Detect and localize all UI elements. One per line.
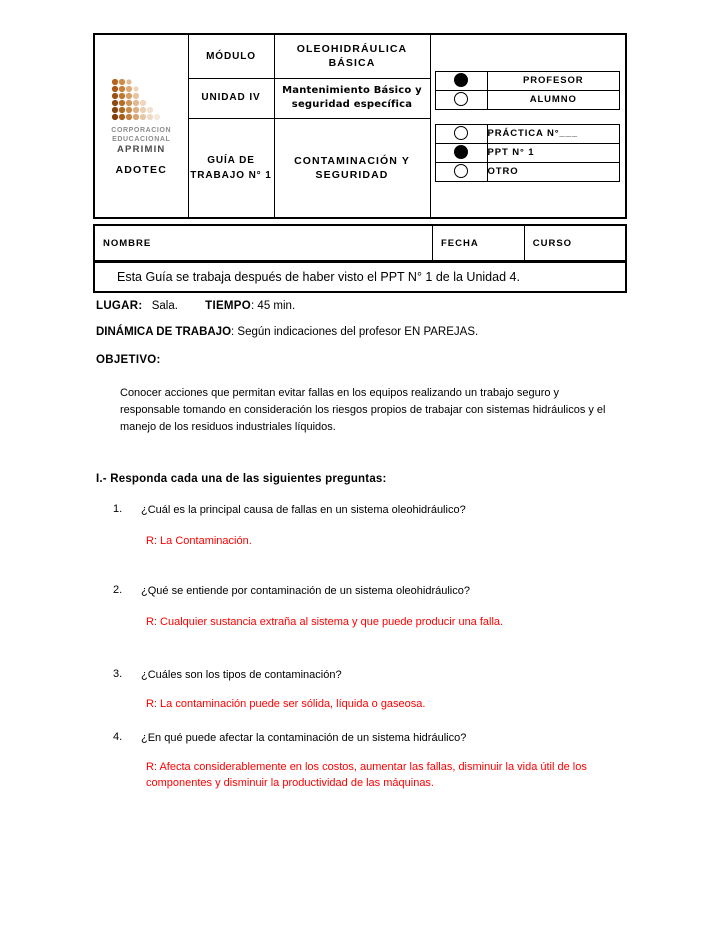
modulo-value: OLEOHIDRÁULICA BÁSICA xyxy=(296,43,408,70)
objetivo-body: Conocer acciones que permitan evitar fallas en los equipos realizando un trabajo seguro y responsable tomando en consideración los riesgos propios de trabajar con sistemas hidráulicos y el manejo de los residuos industriales líquidos. xyxy=(120,387,606,434)
field-fecha[interactable]: FECHA xyxy=(432,225,524,261)
note-table xyxy=(93,261,627,293)
answer-text: R: Cualquier sustancia extraña al sistema y que puede producir una falla. xyxy=(146,615,504,628)
radio-profesor[interactable] xyxy=(435,71,487,90)
radio-empty-icon[interactable] xyxy=(454,126,468,140)
identity-row xyxy=(94,225,626,261)
lugar-tiempo-row xyxy=(96,300,636,312)
guia-label: GUÍA DE TRABAJO N° 1 xyxy=(190,154,272,181)
role-label-profesor: PROFESOR xyxy=(487,71,620,90)
radio-alumno[interactable] xyxy=(435,90,487,109)
field-curso[interactable]: CURSO xyxy=(524,225,626,261)
type-option-table xyxy=(435,124,621,182)
lugar-value: Sala. xyxy=(151,300,178,312)
radio-practica[interactable] xyxy=(435,124,487,143)
logo-line3: APRIMIN xyxy=(116,143,166,155)
tiempo-value: : 45 min. xyxy=(251,300,296,312)
question-number: 3. xyxy=(113,668,123,680)
question-text: ¿Cuál es la principal causa de fallas en un sistema oleohidráulico? xyxy=(141,504,466,516)
panel-gap xyxy=(435,110,621,124)
radio-empty-icon[interactable] xyxy=(454,164,468,178)
logo-line1: CORPORACION xyxy=(111,126,172,134)
question-block-1 xyxy=(113,503,633,549)
field-nombre[interactable]: NOMBRE xyxy=(94,225,432,261)
question-number: 4. xyxy=(113,731,123,743)
type-label-otro: OTRO xyxy=(487,162,620,181)
role-option-table xyxy=(435,71,621,110)
question-block-2 xyxy=(113,584,633,630)
dinamica-row xyxy=(96,326,636,338)
answer-text: R: La contaminación puede ser sólida, líquida o gaseosa. xyxy=(146,697,426,710)
answer-text: R: La Contaminación. xyxy=(146,534,252,547)
radio-filled-icon[interactable] xyxy=(454,73,468,87)
radio-otro[interactable] xyxy=(435,162,487,181)
role-option-row-alumno[interactable] xyxy=(435,90,620,109)
note-text: Esta Guía se trabaja después de haber visto el PPT N° 1 de la Unidad 4. xyxy=(94,262,626,292)
unidad-label: UNIDAD IV xyxy=(201,92,261,104)
guia-value-cell xyxy=(274,118,430,218)
role-label-alumno: ALUMNO xyxy=(487,90,620,109)
question-number: 1. xyxy=(113,503,123,515)
note-row xyxy=(94,262,626,292)
type-label-ppt: PPT N° 1 xyxy=(487,143,620,162)
org-name-adotec: ADOTEC xyxy=(115,164,168,177)
guia-label-cell xyxy=(188,118,274,218)
modulo-value-cell xyxy=(274,34,430,78)
type-option-row-practica[interactable] xyxy=(435,124,620,143)
type-option-row-ppt[interactable] xyxy=(435,143,620,162)
section-title: I.- Responda cada una de las siguientes preguntas: xyxy=(96,473,387,485)
unidad-value-cell xyxy=(274,78,430,118)
question-text: ¿En qué puede afectar la contaminación de un sistema hidráulico? xyxy=(141,732,467,744)
radio-filled-icon[interactable] xyxy=(454,145,468,159)
type-option-row-otro[interactable] xyxy=(435,162,620,181)
dinamica-label: DINÁMICA DE TRABAJO xyxy=(96,326,232,338)
question-text: ¿Qué se entiende por contaminación de un sistema oleohidráulico? xyxy=(141,585,470,597)
modulo-label: MÓDULO xyxy=(206,50,256,62)
lugar-label: LUGAR: xyxy=(96,300,143,312)
modulo-label-cell xyxy=(188,34,274,78)
role-option-row-profesor[interactable] xyxy=(435,71,620,90)
logo-line2: EDUCACIONAL xyxy=(112,135,171,143)
header-info-table xyxy=(93,33,627,219)
logo-cell xyxy=(94,34,188,218)
objetivo-label: OBJETIVO: xyxy=(96,354,161,366)
answer-text: R: Afecta considerablemente en los costos, aumentar las fallas, disminuir la vida útil de los componentes y disminuir la productividad de las máquinas. xyxy=(146,760,587,790)
aprimin-dot-matrix-logo-icon xyxy=(105,76,177,126)
unidad-value: Mantenimiento Básico y seguridad específica xyxy=(282,85,422,110)
question-block-3 xyxy=(113,668,633,712)
dinamica-value: : Según indicaciones del profesor EN PAREJAS. xyxy=(231,326,479,338)
selection-panel xyxy=(430,34,626,218)
identity-table xyxy=(93,224,627,262)
type-label-practica: PRÁCTICA N°___ xyxy=(487,124,620,143)
guia-value: CONTAMINACIÓN Y SEGURIDAD xyxy=(294,154,410,181)
radio-empty-icon[interactable] xyxy=(454,92,468,106)
radio-ppt[interactable] xyxy=(435,143,487,162)
tiempo-label: TIEMPO xyxy=(205,300,252,312)
question-block-4 xyxy=(113,731,633,792)
question-text: ¿Cuáles son los tipos de contaminación? xyxy=(141,669,342,681)
unidad-label-cell xyxy=(188,78,274,118)
question-number: 2. xyxy=(113,584,123,596)
